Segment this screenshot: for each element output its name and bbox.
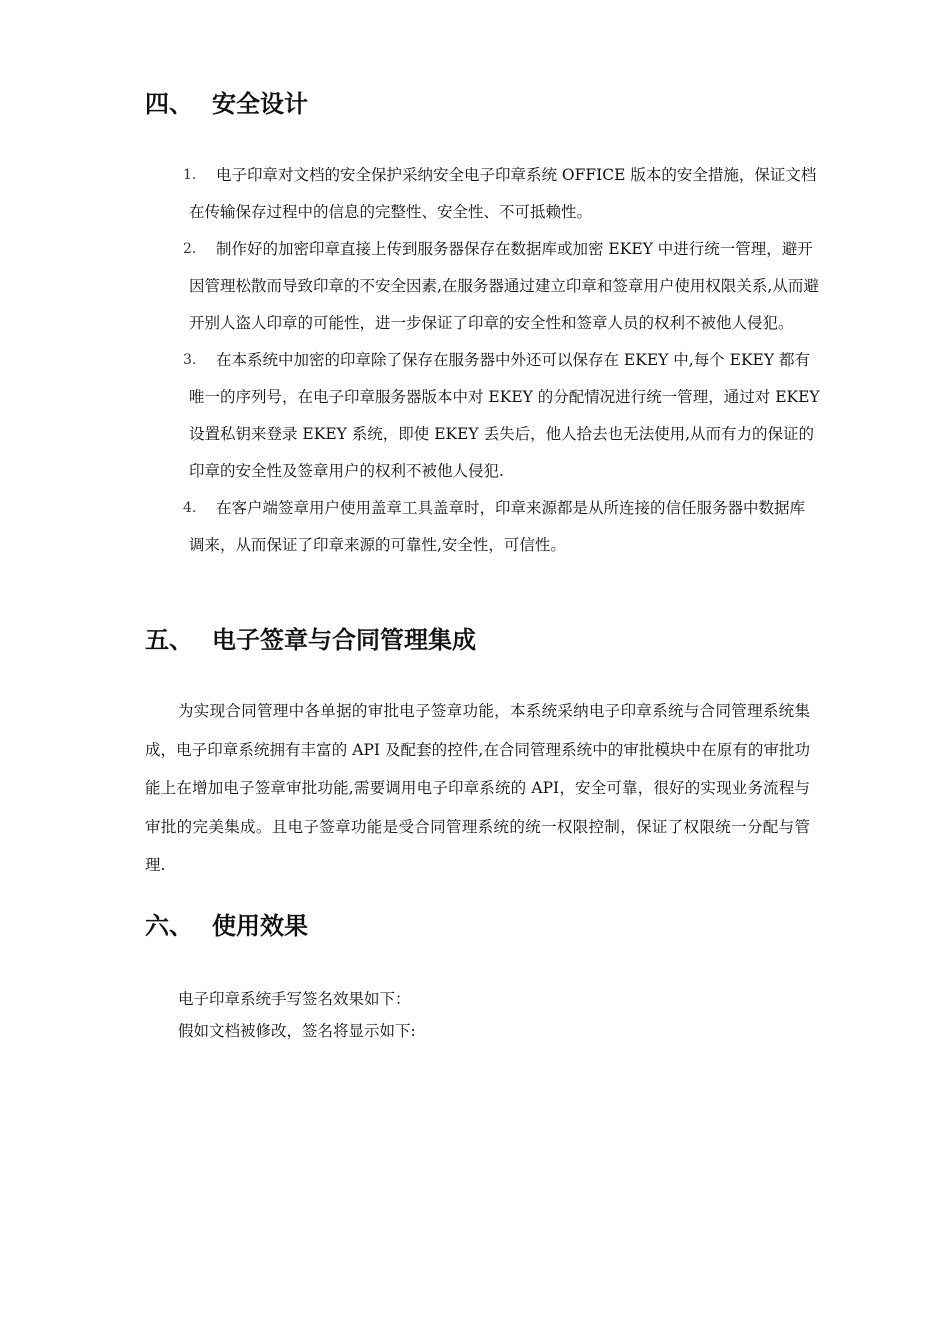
list-item-text: 在客户端签章用户使用盖章工具盖章时，印章来源都是从所连接的信任服务器中数据库调来，从而保证了印章来源的可靠性,安全性，可信性。 [189,499,806,554]
section-heading-integration [145,624,476,656]
list-index: 1. [183,167,197,183]
section-title: 电子签章与合同管理集成 [212,626,476,654]
section-heading-effect [145,910,308,942]
section-title: 安全设计 [212,90,308,118]
effect-line-signature: 电子印章系统手写签名效果如下： [178,990,411,1008]
section-number: 六、 [145,912,193,940]
list-item [180,157,820,231]
section-number: 四、 [145,90,193,118]
list-index: 2. [183,241,197,257]
list-index: 4. [183,500,197,516]
integration-paragraph: 为实现合同管理中各单据的审批电子签章功能，本系统采纳电子印章系统与合同管理系统集成，电子印章系统拥有丰富的 API 及配套的控件,在合同管理系统中的审批模块中在原有的审批功能上在增加电子签章审批功能,需要调用电子印章系统的 API，安全可靠，很好的实现业务流程与审批的完美集成。且电子签章功能是受合同管理系统的统一权限控制，保证了权限统一分配与管理. [145,702,810,874]
security-list [180,157,820,564]
list-index: 3. [183,352,197,368]
list-item-text: 制作好的加密印章直接上传到服务器保存在数据库或加密 EKEY 中进行统一管理，避开因管理松散而导致印章的不安全因素,在服务器通过建立印章和签章用户使用权限关系,从而避开别人盗人印章的可能性，进一步保证了印章的安全性和签章人员的权利不被他人侵犯。 [189,240,819,332]
list-item [180,342,820,490]
list-item-text: 电子印章对文档的安全保护采纳安全电子印章系统 OFFICE 版本的安全措施，保证文档在传输保存过程中的信息的完整性、安全性、不可抵赖性。 [189,166,817,221]
section-heading-security [145,88,308,120]
section-title: 使用效果 [212,912,308,940]
list-item-text: 在本系统中加密的印章除了保存在服务器中外还可以保存在 EKEY 中,每个 EKEY 都有唯一的序列号，在电子印章服务器版本中对 EKEY 的分配情况进行统一管理，通过对 EKEY 设置私钥来登录 EKEY 系统，即使 EKEY 丢失后，他人拾去也无法使用,从而有力的保证的印章的安全性及签章用户的权利不被他人侵犯. [189,351,820,480]
list-item [180,490,820,564]
effect-line-modified: 假如文档被修改，签名将显示如下: [178,1022,416,1040]
section-number: 五、 [145,626,193,654]
list-item [180,231,820,342]
